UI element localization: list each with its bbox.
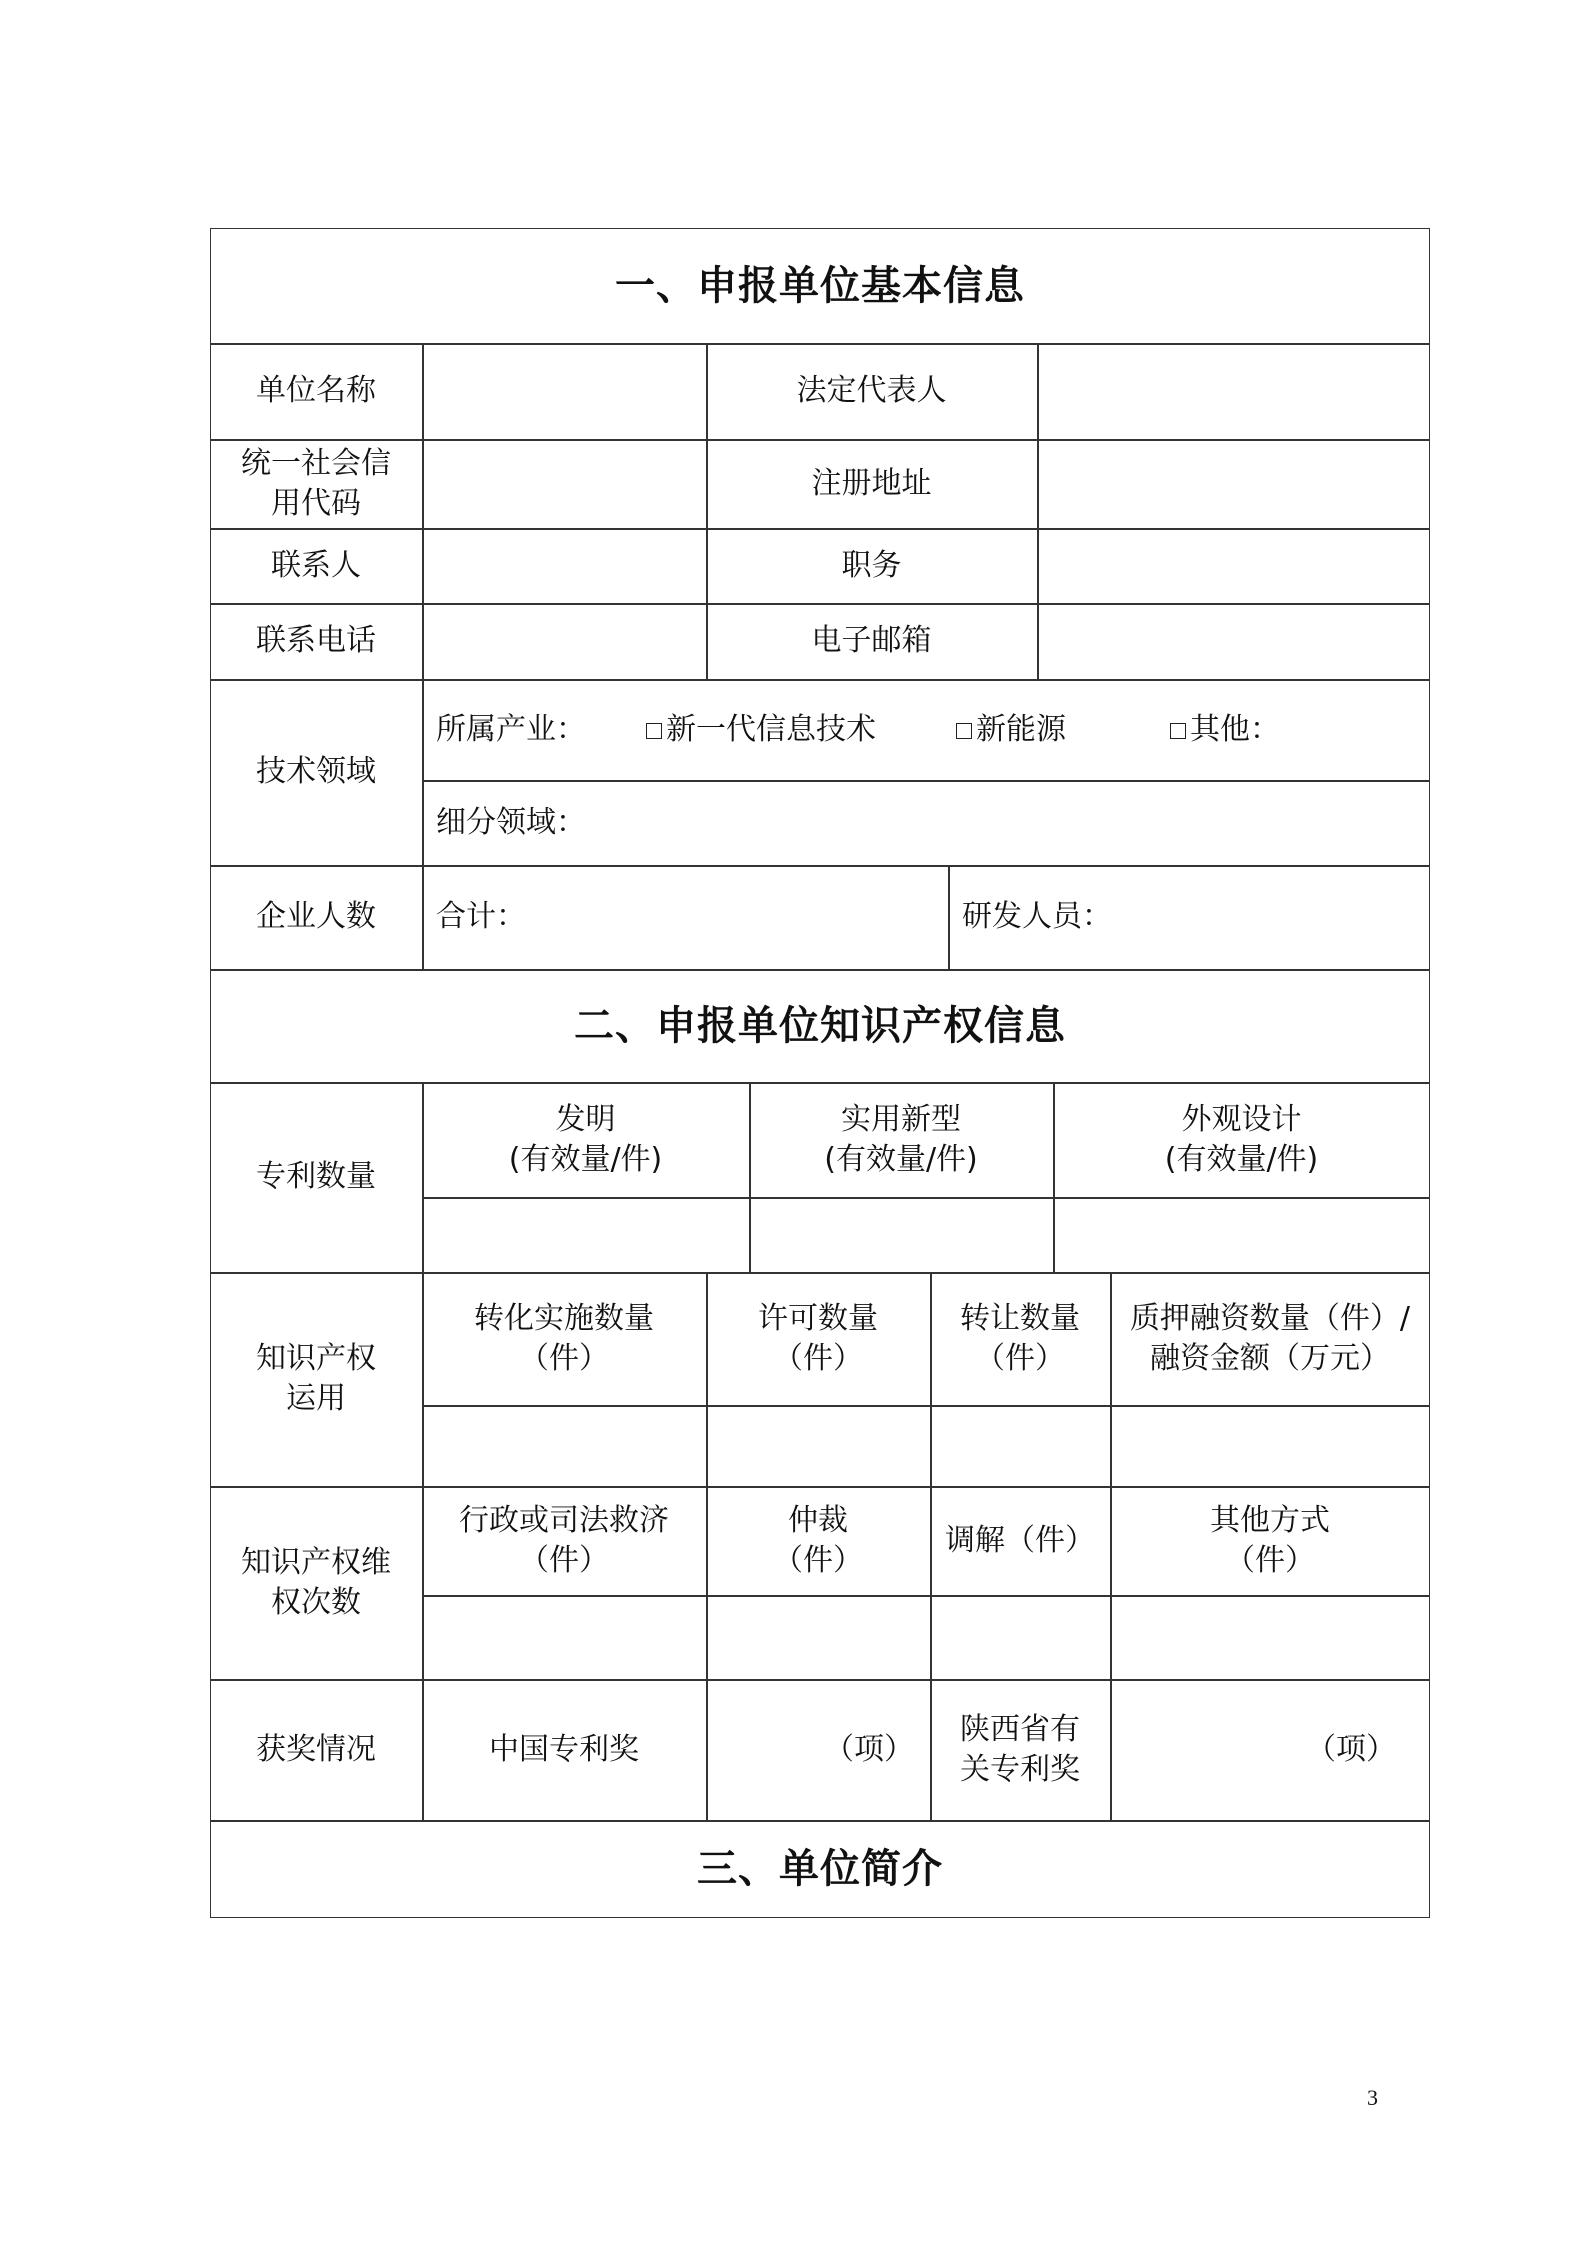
email-label: 电子邮箱 <box>811 623 932 658</box>
contact-field[interactable] <box>422 528 706 603</box>
ip-defense-header-arbitration: 仲裁 （件） <box>773 1502 863 1578</box>
ip-defense-header-remedy: 行政或司法救济 （件） <box>459 1502 669 1578</box>
unit-name-label: 单位名称 <box>256 373 376 408</box>
ip-use-header-license: 许可数量 （件） <box>758 1300 878 1376</box>
ip-use-license-field[interactable] <box>706 1405 930 1486</box>
subfield-row[interactable]: 细分领域： <box>436 804 586 840</box>
section-title-ip-info: 二、申报单位知识产权信息 <box>574 1002 1066 1049</box>
shaanxi-patent-award-field[interactable]: （项） <box>1306 1731 1396 1767</box>
ip-defense-other-field[interactable] <box>1110 1595 1430 1679</box>
patent-invention-field[interactable] <box>422 1197 749 1272</box>
unit-name-field[interactable] <box>422 343 706 439</box>
page-number: 3 <box>1367 2085 1378 2110</box>
patent-header-utility-model: 实用新型 (有效量/件) <box>824 1101 978 1177</box>
patent-count-label: 专利数量 <box>256 1159 376 1194</box>
ip-use-label: 知识产权 运用 <box>256 1341 376 1416</box>
shaanxi-patent-award-label: 陕西省有 关专利奖 <box>960 1711 1080 1787</box>
ip-use-transfer-field[interactable] <box>930 1405 1110 1486</box>
ip-defense-label: 知识产权维 权次数 <box>241 1544 391 1620</box>
contact-label: 联系人 <box>271 547 361 583</box>
ip-use-pledge-field[interactable] <box>1110 1405 1430 1486</box>
phone-label: 联系电话 <box>256 623 376 658</box>
section-title-unit-intro: 三、单位简介 <box>697 1846 943 1892</box>
awards-label: 获奖情况 <box>256 1731 376 1767</box>
china-patent-award-field[interactable]: （项） <box>824 1731 914 1767</box>
checkbox-icon[interactable] <box>646 723 662 739</box>
ip-defense-header-other: 其他方式 （件） <box>1210 1502 1330 1578</box>
checkbox-icon[interactable] <box>1170 723 1186 739</box>
ip-use-implementation-field[interactable] <box>422 1405 706 1486</box>
credit-code-field[interactable] <box>422 439 706 528</box>
tech-field-label: 技术领域 <box>256 754 376 789</box>
patent-header-design: 外观设计 (有效量/件) <box>1164 1101 1319 1177</box>
rd-staff-field[interactable]: 研发人员： <box>962 899 1112 934</box>
ip-defense-header-mediation: 调解（件） <box>945 1522 1095 1558</box>
ip-defense-mediation-field[interactable] <box>930 1595 1110 1679</box>
total-headcount-field[interactable]: 合计： <box>436 899 526 934</box>
china-patent-award-label: 中国专利奖 <box>489 1731 639 1767</box>
position-field[interactable] <box>1037 528 1430 603</box>
legal-rep-label: 法定代表人 <box>796 373 947 408</box>
industry-label: 所属产业： <box>436 711 586 747</box>
patent-design-field[interactable] <box>1053 1197 1430 1272</box>
reg-address-label: 注册地址 <box>811 465 932 501</box>
ip-use-header-transfer: 转让数量 （件） <box>960 1300 1080 1376</box>
legal-rep-field[interactable] <box>1037 343 1430 439</box>
ip-defense-arbitration-field[interactable] <box>706 1595 930 1679</box>
position-label: 职务 <box>841 547 902 583</box>
email-field[interactable] <box>1037 603 1430 679</box>
industry-option-new-energy[interactable]: 新能源 <box>956 679 1066 780</box>
checkbox-icon[interactable] <box>956 723 972 739</box>
phone-field[interactable] <box>422 603 706 679</box>
industry-row <box>422 679 1430 780</box>
ip-defense-remedy-field[interactable] <box>422 1595 706 1679</box>
industry-option-other[interactable]: 其他： <box>1170 679 1280 780</box>
industry-option-it[interactable]: 新一代信息技术 <box>646 679 876 780</box>
section-title-basic-info: 一、申报单位基本信息 <box>615 262 1025 309</box>
ip-use-header-implementation: 转化实施数量 （件） <box>474 1300 654 1376</box>
patent-header-invention: 发明 (有效量/件) <box>508 1101 663 1177</box>
reg-address-field[interactable] <box>1037 439 1430 528</box>
ip-use-header-pledge-financing: 质押融资数量（件）/ 融资金额（万元） <box>1129 1300 1411 1376</box>
credit-code-label: 统一社会信 用代码 <box>241 445 391 521</box>
patent-utility-model-field[interactable] <box>749 1197 1053 1272</box>
headcount-label: 企业人数 <box>256 899 376 934</box>
